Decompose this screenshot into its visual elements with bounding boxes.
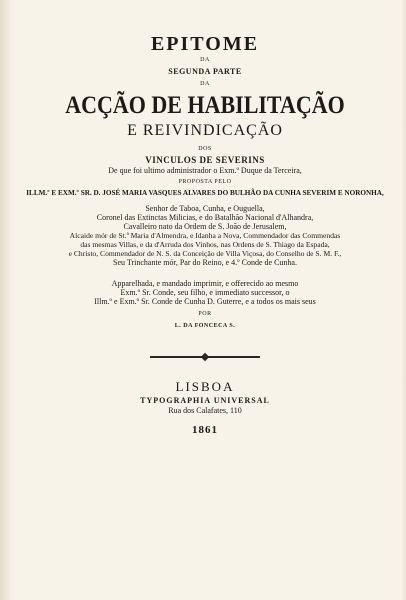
imprint-printer: TYPOGRAPHIA UNIVERSAL xyxy=(140,396,270,405)
sub-title: E REIVINDICAÇÃO xyxy=(127,122,283,139)
title-line: e Christo, Commendador de N. S. da Conceição de Villa Viçosa, do Conselho de S. M. F., xyxy=(68,249,342,258)
offering-paragraph xyxy=(18,279,392,306)
offering-line: Apparelhada, e mandado imprimir, e offerecido ao mesmo xyxy=(111,279,299,288)
vinculos-heading: VINCULOS DE SEVERINS xyxy=(145,155,265,165)
book-title: EPITOME xyxy=(150,33,260,55)
offering-line: Exm.º Sr. Conde, seu filho, e immediato successor, o xyxy=(120,288,290,297)
title-line: Cavalleiro nato da Ordem de S. João de Jerusalem, xyxy=(123,222,287,231)
segunda-parte: SEGUNDA PARTE xyxy=(168,67,242,76)
page-right-edge xyxy=(401,0,406,600)
page-left-edge xyxy=(0,0,10,600)
administrador-line: De que foi ultimo administrador o Exm.º Duque da Terceira, xyxy=(108,166,302,175)
author-name: L. DA FONCECA S. xyxy=(174,323,236,329)
title-line: Seu Trinchante mór, Par do Reino, e 4.º Conde de Cunha. xyxy=(113,258,297,267)
connector-da: DA xyxy=(200,57,210,63)
connector-da-2: DA xyxy=(200,81,210,87)
proponent-name: ILLM.º E EXM.º SR. D. JOSÉ MARIA VASQUES ALVARES DO BULHÃO DA CUNHA SEVERIM E NORONHA, xyxy=(26,189,384,197)
proponent-titles xyxy=(18,204,392,267)
main-title: ACÇÃO DE HABILITAÇÃO xyxy=(65,92,345,119)
title-page-content xyxy=(18,34,392,580)
title-line: Coronel das Extinctas Milicias, e do Batalhão Nacional d'Alhandra, xyxy=(96,213,314,222)
imprint-address: Rua dos Calafates, 110 xyxy=(168,406,242,415)
connector-dos: DOS xyxy=(198,146,212,152)
imprint-year: 1861 xyxy=(192,424,218,436)
imprint-city: LISBOA xyxy=(175,379,235,394)
title-line: Alcaide mór de St.ª Maria d'Almendra, e Idanha a Nova, Commendador das Commendas xyxy=(69,231,341,240)
offering-line: Illm.º e Exm.º Sr. Conde de Cunha D. Guterre, e a todos os mais seus xyxy=(94,297,316,306)
divider-rule xyxy=(150,356,260,358)
ornamental-rule xyxy=(18,356,392,358)
title-line: das mesmas Villas, e da d'Arruda dos Vinhos, nas Ordens de S. Thiago da Espada, xyxy=(80,240,330,249)
proposta-pelo: PROPOSTA PELO xyxy=(178,179,232,185)
por-label: POR xyxy=(198,311,212,317)
title-line: Senhor de Taboa, Cunha, e Ouguella, xyxy=(145,204,265,213)
